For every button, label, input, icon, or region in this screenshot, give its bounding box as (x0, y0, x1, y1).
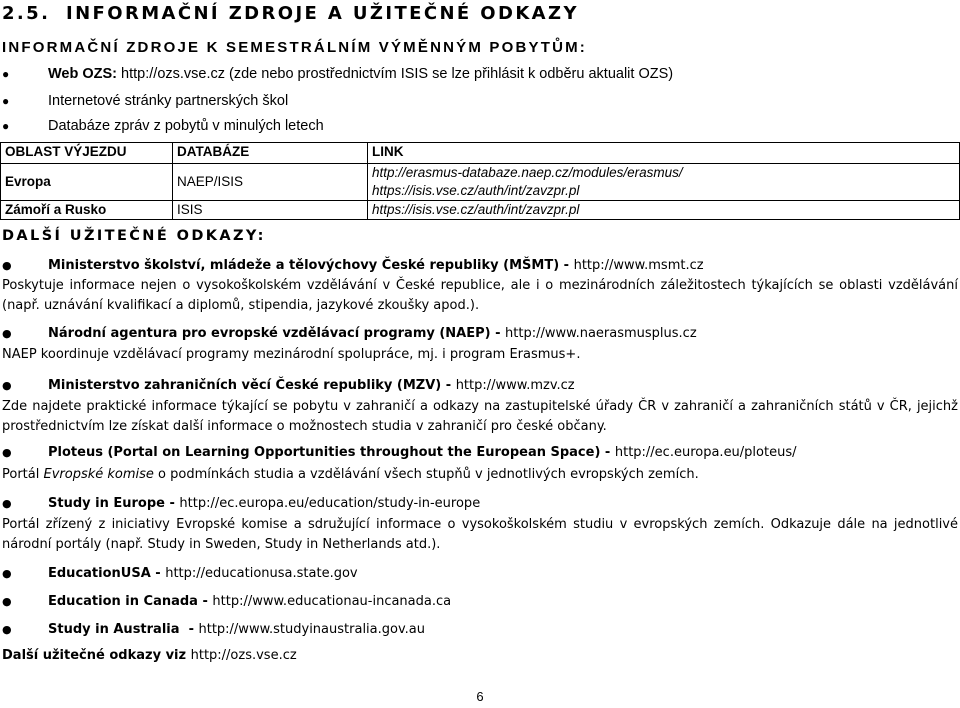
bullet-icon: ● (2, 497, 12, 510)
cell-link (368, 201, 960, 220)
cell-region: Zámoří a Rusko (1, 201, 173, 220)
section-title: INFORMAČNÍ ZDROJE A UŽITEČNÉ ODKAZY (66, 3, 579, 24)
bullet-icon: ● (2, 595, 12, 608)
page-number: 6 (476, 689, 484, 704)
link-url[interactable]: http://www.mzv.cz (455, 378, 575, 393)
bullet-icon: ● (2, 259, 12, 272)
database-link[interactable]: https://isis.vse.cz/auth/int/zavzpr.pl (372, 202, 580, 217)
bullet-icon: ● (2, 379, 12, 392)
cell-database: NAEP/ISIS (173, 164, 368, 201)
footer-note (2, 646, 960, 666)
header-link: LINK (368, 143, 960, 164)
table-row (1, 164, 960, 201)
database-link[interactable]: http://erasmus-databaze.naep.cz/modules/erasmus/ (372, 165, 683, 180)
header-region: OBLAST VÝJEZDU (1, 143, 173, 164)
list-item-text[interactable]: http://ozs.vse.cz (zde nebo prostřednictvím ISIS se lze přihlásit k odběru aktualit OZS) (117, 66, 674, 82)
link-url[interactable]: http://www.studyinaustralia.gov.au (198, 622, 425, 637)
list-item-text: Internetové stránky partnerských škol (48, 93, 289, 109)
link-title: Ploteus (Portal on Learning Opportunities throughout the European Space) - (48, 445, 615, 460)
bullet-icon: ● (2, 119, 10, 133)
section-heading (2, 0, 579, 28)
link-title: Education in Canada - (48, 594, 213, 609)
section-subtitle: DALŠÍ UŽITEČNÉ ODKAZY: (2, 228, 266, 244)
footer-link[interactable]: http://ozs.vse.cz (190, 648, 297, 663)
list-item-label: Web OZS: (48, 66, 118, 82)
bullet-icon: ● (2, 67, 10, 81)
section-number: 2.5. (2, 3, 51, 24)
link-description: NAEP koordinuje vzdělávací programy mezinárodní spolupráce, mj. i program Erasmus+. (2, 347, 581, 362)
footer-label: Další užitečné odkazy viz (2, 648, 191, 663)
link-url[interactable]: http://educationusa.state.gov (165, 566, 358, 581)
emphasis: Evropské komise (43, 467, 154, 482)
link-title: Study in Australia - (48, 622, 199, 637)
link-description: Portál Evropské komise o podmínkách studia a vzdělávání všech stupňů v jednotlivých evropských zemích. (2, 467, 699, 482)
bullet-icon: ● (2, 567, 12, 580)
link-title: EducationUSA - (48, 566, 166, 581)
subheading: INFORMAČNÍ ZDROJE K SEMESTRÁLNÍM VÝMĚNNÝM POBYTŮM: (2, 39, 588, 56)
list-item-text: Databáze zpráv z pobytů v minulých letech (48, 118, 324, 134)
link-url[interactable]: http://www.naerasmusplus.cz (505, 326, 697, 341)
database-link[interactable]: https://isis.vse.cz/auth/int/zavzpr.pl (372, 183, 580, 198)
bullet-icon: ● (2, 623, 12, 636)
link-title: Národní agentura pro evropské vzdělávací programy (NAEP) - (48, 326, 506, 341)
link-description: Poskytuje informace nejen o vysokoškolském vzdělávání v České republice, ale i o mezinárodních záležitostech týkajících se oblasti vzdělávání (např. uznávání kvalifikací a diplomů, stipendia, jazykové zkoušky apod.). (2, 278, 958, 313)
link-url[interactable]: http://www.educationau-incanada.ca (212, 594, 452, 609)
bullet-icon: ● (2, 327, 12, 340)
bullet-icon: ● (2, 94, 10, 108)
link-title: Study in Europe - (48, 496, 180, 511)
bullet-icon: ● (2, 446, 12, 459)
cell-link (368, 164, 960, 201)
link-url[interactable]: http://ec.europa.eu/education/study-in-europe (179, 496, 481, 511)
link-title: Ministerstvo zahraničních věcí České republiky (MZV) - (48, 378, 456, 393)
link-url[interactable]: http://ec.europa.eu/ploteus/ (614, 445, 797, 460)
link-url[interactable]: http://www.msmt.cz (573, 258, 704, 273)
link-description: Zde najdete praktické informace týkající se pobytu v zahraničí a odkazy na zastupitelské úřady ČR v zahraničí a zahraničních států v ČR, jejichž prostřednictvím lze získat další informace o možnostech studia v zahraničí pro české občany. (2, 399, 958, 434)
table-header-row (1, 143, 960, 164)
database-table (0, 142, 960, 220)
table-row (1, 201, 960, 220)
cell-region: Evropa (1, 164, 173, 201)
link-title: Ministerstvo školství, mládeže a tělovýchovy České republiky (MŠMT) - (48, 258, 574, 273)
cell-database: ISIS (173, 201, 368, 220)
link-description: Portál zřízený z iniciativy Evropské komise a sdružující informace o vysokoškolském studiu v evropských zemích. Odkazuje dále na jednotlivé národní portály (např. Study in Sweden, Study in Netherlands atd.). (2, 517, 958, 552)
header-database: DATABÁZE (173, 143, 368, 164)
